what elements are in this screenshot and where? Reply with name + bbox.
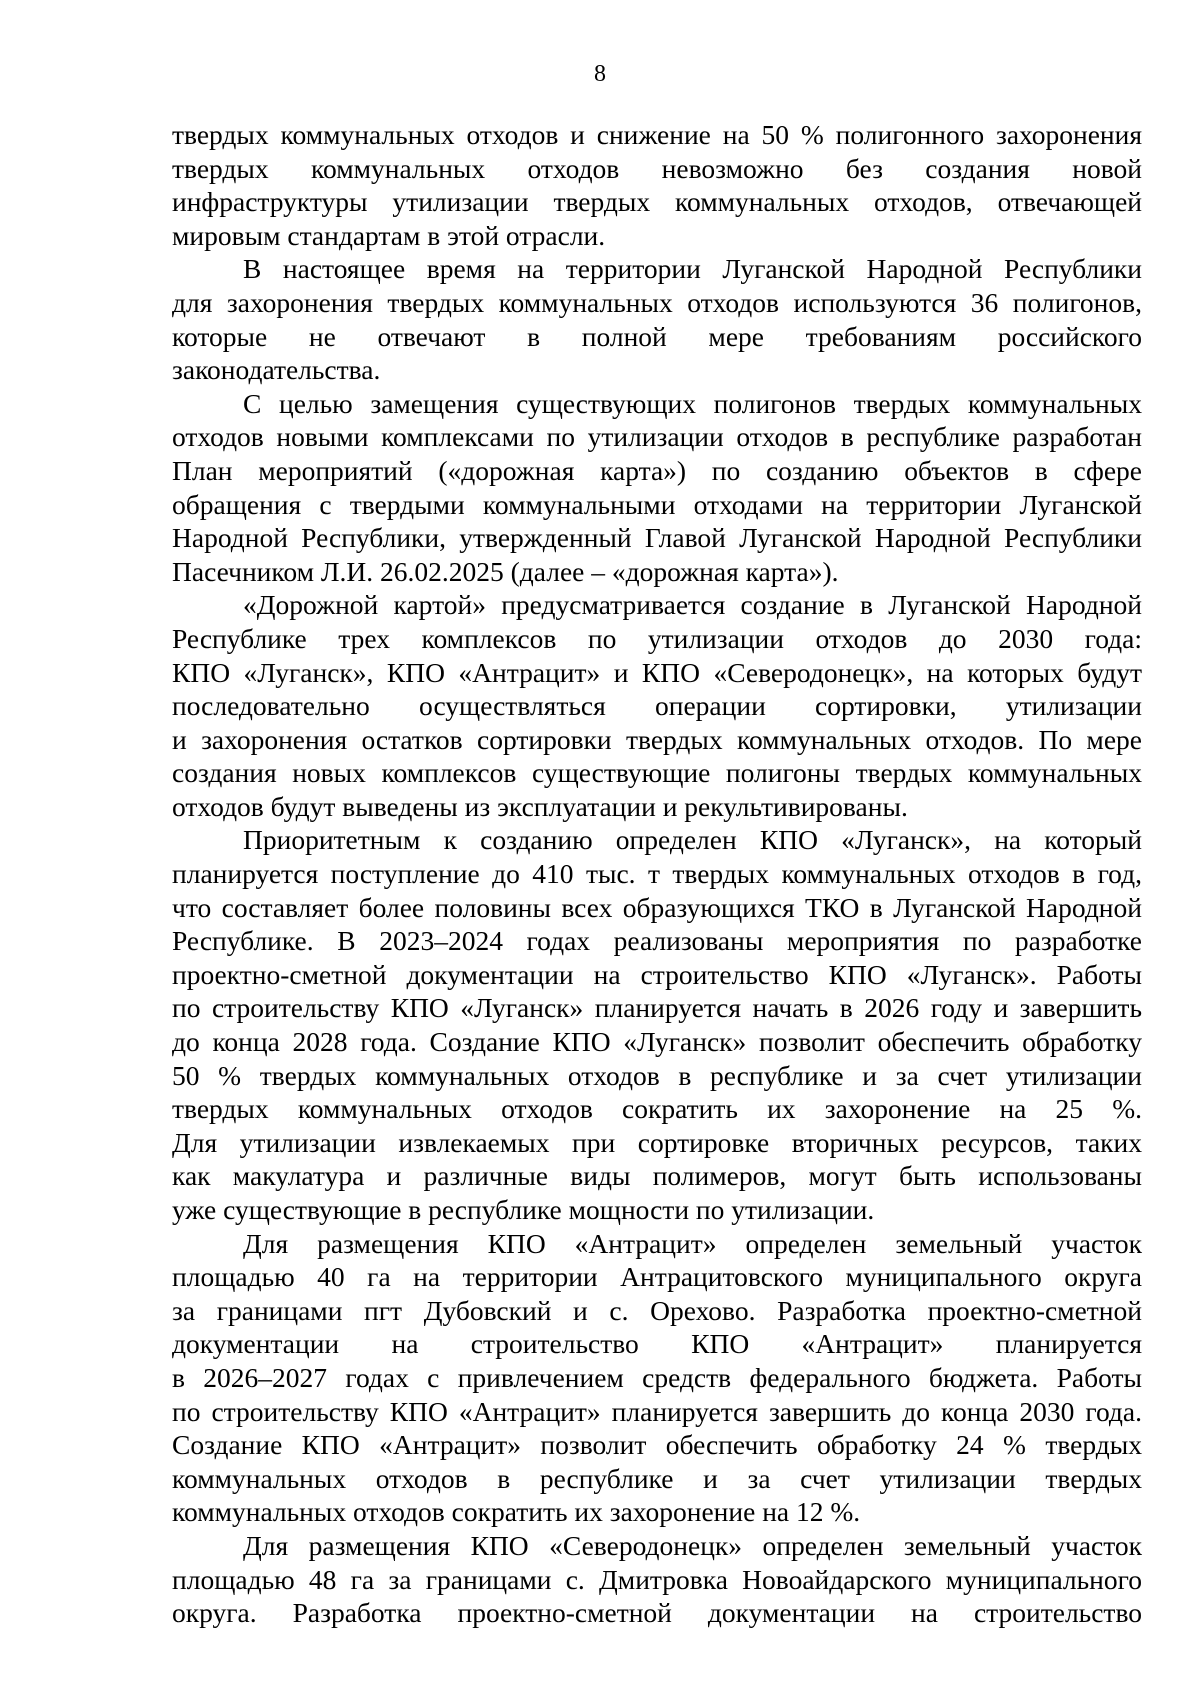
text-line: которые не отвечают в полной мере требованиям российского (172, 320, 1142, 352)
text-line: до конца 2028 года. Создание КПО «Луганск» позволит обеспечить обработку (172, 1026, 1142, 1058)
paragraph (172, 823, 1142, 1226)
text-line: уже существующие в республике мощности по утилизации. (172, 1194, 875, 1225)
text-line: Республике. В 2023–2024 годах реализованы мероприятия по разработке (172, 925, 1142, 957)
text-line: КПО «Луганск», КПО «Антрацит» и КПО «Северодонецк», на которых будут (172, 656, 1142, 688)
paragraph (172, 1529, 1142, 1630)
page-number: 8 (594, 61, 606, 87)
paragraph (172, 588, 1142, 823)
text-line: по строительству КПО «Антрацит» планируется завершить до конца 2030 года. (172, 1395, 1142, 1427)
text-line: по строительству КПО «Луганск» планируется начать в 2026 году и завершить (172, 992, 1142, 1024)
text-line: «Дорожной картой» предусматривается создание в Луганской Народной (243, 589, 1142, 621)
text-line: обращения с твердыми коммунальными отходами на территории Луганской (172, 488, 1142, 520)
text-line: коммунальных отходов в республике и за счет утилизации твердых (172, 1462, 1142, 1494)
text-line: Приоритетным к созданию определен КПО «Луганск», на который (243, 824, 1142, 856)
text-line: за границами пгт Дубовский и с. Орехово. Разработка проектно-сметной (172, 1294, 1142, 1326)
text-line: отходов будут выведены из эксплуатации и рекультивированы. (172, 790, 908, 822)
text-line: для захоронения твердых коммунальных отходов используются 36 полигонов, (172, 286, 1142, 318)
text-line: План мероприятий («дорожная карта») по созданию объектов в сфере (172, 454, 1142, 486)
text-line: площадью 40 га на территории Антрацитовского муниципального округа (172, 1261, 1142, 1293)
text-line: Народной Республики, утвержденный Главой Луганской Народной Республики (172, 522, 1142, 554)
text-line: в 2026–2027 годах с привлечением средств федерального бюджета. Работы (172, 1361, 1142, 1393)
text-line: коммунальных отходов сократить их захоронение на 12 %. (172, 1496, 861, 1528)
text-line: что составляет более половины всех образующихся ТКО в Луганской Народной (172, 891, 1142, 923)
text-line: проектно-сметной документации на строительство КПО «Луганск». Работы (172, 958, 1142, 990)
text-line: Для размещения КПО «Северодонецк» определен земельный участок (243, 1529, 1142, 1561)
text-line: Республике трех комплексов по утилизации отходов до 2030 года: (172, 622, 1142, 654)
text-line: С целью замещения существующих полигонов твердых коммунальных (243, 387, 1142, 419)
text-line: и захоронения остатков сортировки твердых коммунальных отходов. По мере (172, 723, 1142, 755)
text-line: В настоящее время на территории Луганской Народной Республики (243, 253, 1142, 285)
text-line: Для утилизации извлекаемых при сортировке вторичных ресурсов, таких (172, 1126, 1142, 1158)
paragraph (172, 1227, 1142, 1529)
text-line: мировым стандартам в этой отрасли. (172, 219, 606, 251)
text-line: планируется поступление до 410 тыс. т твердых коммунальных отходов в год, (172, 858, 1142, 890)
text-line: 50 % твердых коммунальных отходов в республике и за счет утилизации (172, 1059, 1142, 1091)
text-line: отходов новыми комплексами по утилизации отходов в республике разработан (172, 421, 1142, 453)
text-line: Создание КПО «Антрацит» позволит обеспечить обработку 24 % твердых (172, 1429, 1142, 1461)
text-line: площадью 48 га за границами с. Дмитровка Новоайдарского муниципального (172, 1563, 1142, 1595)
text-line: Пасечником Л.И. 26.02.2025 (далее – «дорожная карта»). (172, 555, 839, 587)
text-line: твердых коммунальных отходов сократить их захоронение на 25 %. (172, 1093, 1142, 1125)
paragraph (172, 387, 1142, 589)
text-line: создания новых комплексов существующие полигоны твердых коммунальных (172, 757, 1142, 789)
text-line: инфраструктуры утилизации твердых коммунальных отходов, отвечающей (172, 186, 1142, 218)
text-line: законодательства. (172, 354, 381, 386)
text-line: документации на строительство КПО «Антрацит» планируется (172, 1328, 1142, 1360)
text-line: твердых коммунальных отходов невозможно без создания новой (172, 152, 1142, 184)
text-line: последовательно осуществляться операции сортировки, утилизации (172, 690, 1142, 722)
paragraph (172, 252, 1142, 386)
text-line: как макулатура и различные виды полимеров, могут быть использованы (172, 1160, 1142, 1192)
text-line: твердых коммунальных отходов и снижение на 50 % полигонного захоронения (172, 119, 1142, 150)
text-line: округа. Разработка проектно-сметной документации на строительство (172, 1597, 1142, 1629)
paragraph (172, 118, 1142, 252)
text-line: Для размещения КПО «Антрацит» определен земельный участок (243, 1227, 1142, 1259)
document-body (172, 118, 1142, 1630)
